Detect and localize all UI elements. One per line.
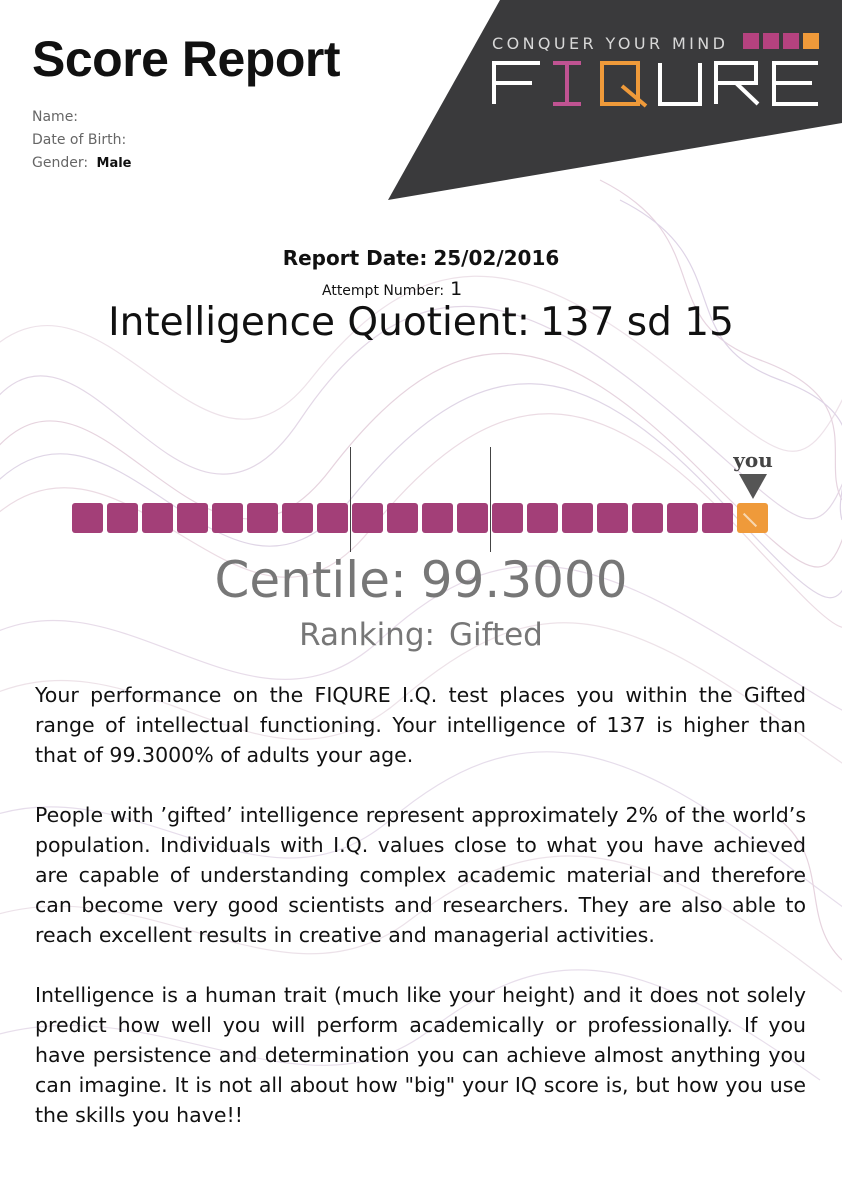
scale-cell (177, 503, 208, 533)
scale-cell (72, 503, 103, 533)
gender-label: Gender: (32, 155, 89, 171)
dob-row (32, 129, 132, 152)
scale-cell (492, 503, 523, 533)
report-date-label: Report Date: (282, 246, 428, 270)
you-label: you (733, 448, 773, 472)
scale-cell (667, 503, 698, 533)
scale-cell (457, 503, 488, 533)
report-body (35, 680, 806, 1160)
scale-cell (597, 503, 628, 533)
iq-label: Intelligence Quotient: (108, 300, 530, 345)
scale-cell-you (737, 503, 768, 533)
scale-cell (352, 503, 383, 533)
attempt-number (322, 278, 462, 300)
gender-row (32, 152, 132, 175)
iq-score (0, 300, 842, 345)
scale-divider (350, 447, 351, 552)
scale-cell (282, 503, 313, 533)
paragraph-intelligence-trait: Intelligence is a human trait (much like your height) and it does not solely predict how well you will perform academically or professionally. If you have persistence and determination you can achieve almost anything you can imagine. It is not all about how "big" your IQ score is, but how you use the skills you have!! (35, 983, 806, 1127)
person-details (32, 106, 132, 175)
ranking-value: Gifted (448, 617, 543, 653)
scale-cell (142, 503, 173, 533)
scale-cell (422, 503, 453, 533)
report-date (0, 246, 842, 270)
scale-cell (632, 503, 663, 533)
paragraph-gifted: People with ’gifted’ intelligence represent approximately 2% of the world’s population. Individuals with I.Q. values close to what you have achieved are capable of understanding complex academic material and therefore can become very good scientists and researchers. They are also able to reach excellent results in creative and managerial activities. (35, 803, 806, 947)
centile (0, 551, 842, 609)
ranking (0, 617, 842, 653)
dob-label: Date of Birth: (32, 132, 127, 148)
attempt-label: Attempt Number: (322, 283, 445, 299)
attempt-value: 1 (450, 278, 463, 300)
ranking-label: Ranking: (299, 617, 435, 653)
brand-tagline: CONQUER YOUR MIND (492, 34, 729, 53)
scale-divider (490, 447, 491, 552)
page-title: Score Report (32, 31, 340, 87)
centile-label: Centile: (214, 551, 407, 609)
scale-cell (702, 503, 733, 533)
scale-cell (317, 503, 348, 533)
name-label: Name: (32, 109, 79, 125)
scale-cell (387, 503, 418, 533)
report-date-value: 25/02/2016 (433, 246, 560, 270)
scale-cell (247, 503, 278, 533)
you-pointer-icon (739, 474, 767, 499)
name-row (32, 106, 132, 129)
centile-value: 99.3000 (420, 551, 628, 609)
gender-value: Male (96, 156, 132, 171)
iq-value: 137 sd 15 (539, 300, 734, 345)
scale-cell (527, 503, 558, 533)
scale-cell (562, 503, 593, 533)
scale-cell (107, 503, 138, 533)
scale-cell (212, 503, 243, 533)
paragraph-performance: Your performance on the FIQURE I.Q. test places you within the Gifted range of intellectual functioning. Your intelligence of 137 is higher than that of 99.3000% of adults your age. (35, 683, 806, 767)
